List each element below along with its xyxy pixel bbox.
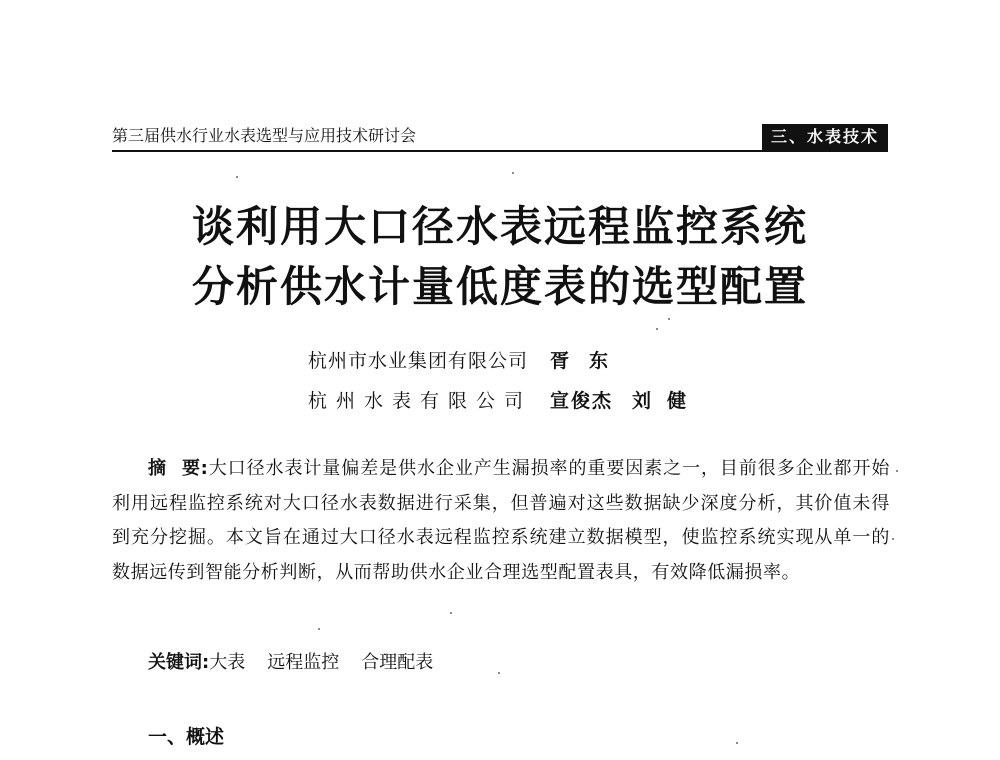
scan-speck	[450, 612, 452, 614]
author-name-1: 胥东	[550, 350, 629, 372]
scan-speck	[236, 176, 238, 178]
section-tag-badge: 三、水表技术	[762, 124, 888, 150]
keyword-item: 远程监控	[267, 652, 340, 673]
scan-speck	[892, 538, 894, 540]
abstract-text: 大口径水表计量偏差是供水企业产生漏损率的重要因素之一，目前很多企业都开始利用远程监控系统对大口径水表数据进行采集，但普遍对这些数据缺少深度分析，其价值未得到充分挖掘。本文旨在通过大口径水表远程监控系统建立数据模型，使监控系统实现从单一的数据远传到智能分析判断，从而帮助供水企业合理选型配置表具，有效降低漏损率。	[112, 458, 890, 583]
scan-speck	[512, 172, 514, 174]
author-name-3: 刘健	[632, 390, 703, 412]
keyword-item: 合理配表	[361, 652, 434, 673]
scan-speck	[656, 328, 658, 330]
author-affiliation-1: 杭州市水业集团有限公司	[308, 350, 529, 372]
keywords-label: 关键词:	[148, 652, 210, 673]
running-header	[112, 122, 888, 152]
conference-name: 第三届供水行业水表选型与应用技术研讨会	[112, 126, 417, 145]
scan-speck	[896, 470, 898, 472]
section-heading-overview: 一、概述	[148, 726, 225, 748]
scan-speck	[736, 742, 738, 744]
abstract-label-char-2: 要	[182, 458, 201, 479]
scan-speck	[318, 628, 320, 630]
scan-speck	[668, 318, 670, 320]
author-affiliation-2: 杭州水表有限公司	[308, 390, 533, 412]
abstract-label	[148, 452, 208, 487]
abstract-label-separator: :	[200, 458, 209, 479]
paper-title-line-1: 谈利用大口径水表远程监控系统	[191, 202, 808, 251]
abstract	[112, 452, 890, 590]
author-name-2: 宣俊杰	[550, 390, 614, 412]
abstract-label-char-1: 摘	[148, 458, 182, 479]
scan-speck	[498, 672, 500, 674]
keyword-item: 大表	[209, 652, 246, 673]
keywords-line	[148, 648, 455, 674]
paper-title-line-2: 分析供水计量低度表的选型配置	[191, 262, 808, 311]
